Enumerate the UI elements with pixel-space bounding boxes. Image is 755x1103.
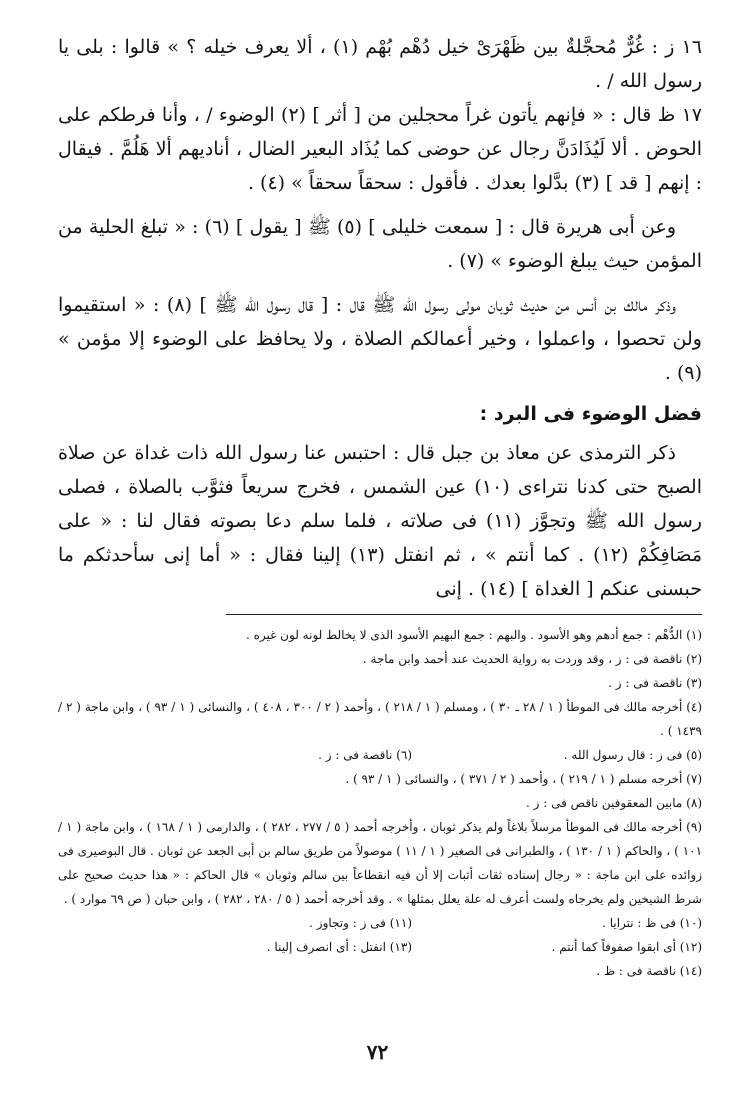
paragraph-tirmidhi: ذكر الترمذى عن معاذ بن جبل قال : احتبس عنا رسول الله ذات غداة عن صلاة الصبح حتى كدنا نتراءى (١٠) عين الشمس ، فخرج سريعاً فثوَّب بالصلاة ، فصلى رسول الله ﷺ وتجوَّز (١١) فى صلاته ، فلما سلم دعا بصوته فقال لنا : « على مَصَافِكُمْ (١٢) . كما أنتم » ، ثم انفتل (١٣) إلينا فقال : « أما إنى سأحدثكم ما حبسنى عنكم [ الغداة ] (١٤) . إنى xyxy=(58,442,702,600)
hadith-line-16: ١٦ ز : غُرٌّ مُحجَّلةٌ بين ظَهْرَىْ خيل دُهْم بُهْم (١) ، ألا يعرف خيله ؟ » قالوا : بلى يا رسول الله / . xyxy=(58,36,702,92)
section-heading: فضل الوضوء فى البرد : xyxy=(479,403,702,425)
footnote-8: (٨) مابين المعقوفين ناقص فى : ز . xyxy=(525,796,702,810)
footnotes xyxy=(58,623,702,983)
footnote-6: (٦) ناقصة فى : ز . xyxy=(318,748,412,762)
footnote-12: (١٢) أى ابقوا صفوفاً كما أنتم . xyxy=(551,940,702,954)
footnote-row-10-11 xyxy=(58,911,702,935)
footnote-4: (٤) أخرجه مالك فى الموطأ ( ١ / ٢٨ ـ ٣٠ ) ، ومسلم ( ١ / ٢١٨ ) ، وأحمد ( ٢ / ٣٠٠ ، ٤٠٨ ) ، والنسائى ( ١ / ٩٣ ) ، وابن ماجة ( ٢ / ١٤٣٩ ) . xyxy=(58,700,703,738)
footnote-10: (١٠) فى ظ : نترايا . xyxy=(602,916,702,930)
footnote-row-12-13 xyxy=(58,935,702,959)
footnote-11: (١١) فى ز : وتجاوز . xyxy=(309,916,412,930)
footnote-1: (١) الدُّهْم : جمع أدهم وهو الأسود . والبهم : جمع البهيم الأسود الذى لا يخالط لونه لون غيره . xyxy=(245,628,702,642)
footnote-divider xyxy=(226,614,702,615)
main-text xyxy=(58,30,702,606)
page-number: ٧٢ xyxy=(366,1040,389,1064)
footnote-14: (١٤) ناقصة فى : ظ . xyxy=(596,964,702,978)
footnote-5: (٥) فى ز : قال رسول الله . xyxy=(563,748,702,762)
footnote-row-5-6 xyxy=(58,743,702,767)
footnote-2: (٢) ناقصة فى : ز ، وقد وردت به رواية الحديث عند أحمد وابن ماجة . xyxy=(362,652,702,666)
footnote-9: (٩) أخرجه مالك فى الموطأ مرسلاً بلاغاً ولم يذكر ثوبان ، وأخرجه أحمد ( ٥ / ٢٧٧ ، ٢٨٢ ) ، والدارمى ( ١ / ١٦٨ ) ، وابن ماجة ( ١ / ١٠١ ) ، والحاكم ( ١ / ١٣٠ ) ، والطبرانى فى الصغير ( ١ / ١١ ) موصولاً من طريق سالم بن أبى الجعد عن ثوبان . قال البوصيرى فى زوائده على ابن ماجة : « رجال إسناده ثقات أثبات إلا أن فيه انقطاعاً بين سالم وثوبان » قال الحاكم : « هذا حديث صحيح على شرط الشيخين ولم يخرجاه ولست أعرف له علة يعلل بمثلها » . وقد أخرجه أحمد ( ٥ / ٢٨٠ ، ٢٨٢ ) ، وابن حبان ( ص ٦٩ موارد ) . xyxy=(58,820,703,906)
paragraph-abu-hurayra: وعن أبى هريرة قال : [ سمعت خليلى ] (٥) ﷺ [ يقول ] (٦) : « تبلغ الحلية من المؤمن حيث يبلغ الوضوء » (٧) . xyxy=(58,216,702,272)
footnote-7: (٧) أخرجه مسلم ( ١ / ٢١٩ ) ، وأحمد ( ٢ / ٣٧١ ) ، والنسائى ( ١ / ٩٣ ) . xyxy=(345,772,702,786)
footnote-13: (١٣) انفتل : أى انصرف إلينا . xyxy=(266,940,412,954)
hadith-line-17: ١٧ ظ قال : « فإنهم يأتون غراً محجلين من [ أثر ] (٢) الوضوء / ، وأنا فرطكم على الحوض . ألا لَيُذَادَنَّ رجال عن حوضى كما يُذَاد البعير الضال ، أناديهم ألا هَلُمَّ . فيقال : إنهم [ قد ] (٣) بدَّلوا بعدك . فأقول : سحقاً سحقاً » (٤) . xyxy=(58,104,702,194)
paragraph-malik: وذكر مالك بن أنس من حديث ثوبان مولى رسول الله ﷺ قال : [ قال رسول الله ﷺ ] (٨) : « استقيموا ولن تحصوا ، واعملوا ، وخير أعمالكم الصلاة ، ولا يحافظ على الوضوء إلا مؤمن » (٩) . xyxy=(58,294,702,384)
page-content xyxy=(58,30,702,983)
footnote-3: (٣) ناقصة فى : ز . xyxy=(608,676,702,690)
